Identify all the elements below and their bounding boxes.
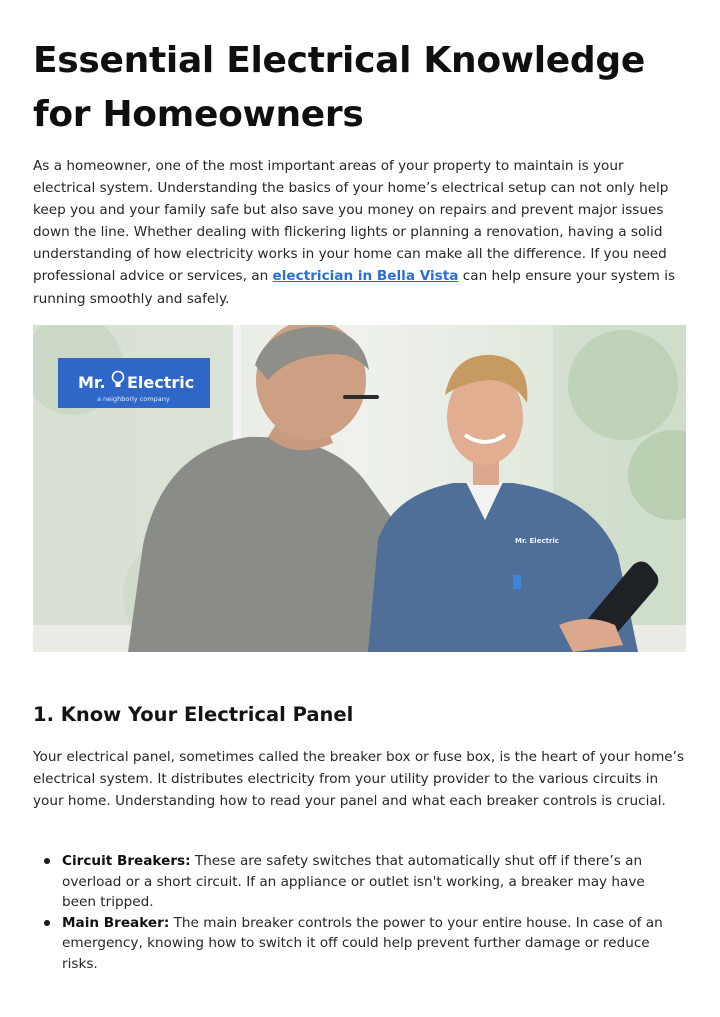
intro-text-after-link: can help ensure your system is running smoothly and safely.: [33, 268, 676, 307]
hero-photo: [33, 325, 686, 652]
shirt-logo: Mr. Electric: [515, 537, 559, 545]
intro-paragraph: [33, 155, 688, 310]
section-heading-panel: 1. Know Your Electrical Panel: [33, 703, 354, 726]
logo-text-electric: Electric: [127, 373, 195, 392]
intro-text-before-link: As a homeowner, one of the most important areas of your property to maintain is your electrical system. Understanding the basics of your home’s electrical setup can not only help keep you and your family safe but also save you money on repairs and prevent major issues down the line. Whether dealing with flickering lights or planning a renovation, having a solid understanding of how electricity works in your home can make all the difference. If you need professional advice or services, an: [33, 158, 669, 285]
bullet-term: Main Breaker:: [62, 914, 170, 931]
bullet-icon: [44, 920, 50, 926]
list-item: [33, 913, 673, 975]
bullet-icon: [44, 858, 50, 864]
mr-electric-logo: [58, 358, 210, 408]
logo-tagline: a neighborly company: [97, 395, 170, 403]
logo-text-mr: Mr.: [78, 373, 106, 392]
bullet-list: [33, 851, 673, 974]
section-paragraph: Your electrical panel, sometimes called the breaker box or fuse box, is the heart of your home’s electrical system. It distributes electricity from your utility provider to the various circuits in your home. Understanding how to read your panel and what each breaker controls is crucial.: [33, 749, 685, 810]
page-title: Essential Electrical Knowledge for Homeowners: [33, 40, 645, 135]
electrician-link[interactable]: electrician in Bella Vista: [272, 268, 459, 285]
photo-illustration: [33, 325, 686, 652]
bullet-text: These are safety switches that automatically shut off if there’s an overload or a short circuit. If an appliance or outlet isn't working, a breaker may have been tripped.: [62, 853, 645, 910]
bullet-term: Circuit Breakers:: [62, 853, 191, 869]
list-item: [33, 851, 673, 913]
bullet-text: The main breaker controls the power to your entire house. In case of an emergency, knowing how to switch it off could help prevent further damage or reduce risks.: [62, 914, 663, 972]
